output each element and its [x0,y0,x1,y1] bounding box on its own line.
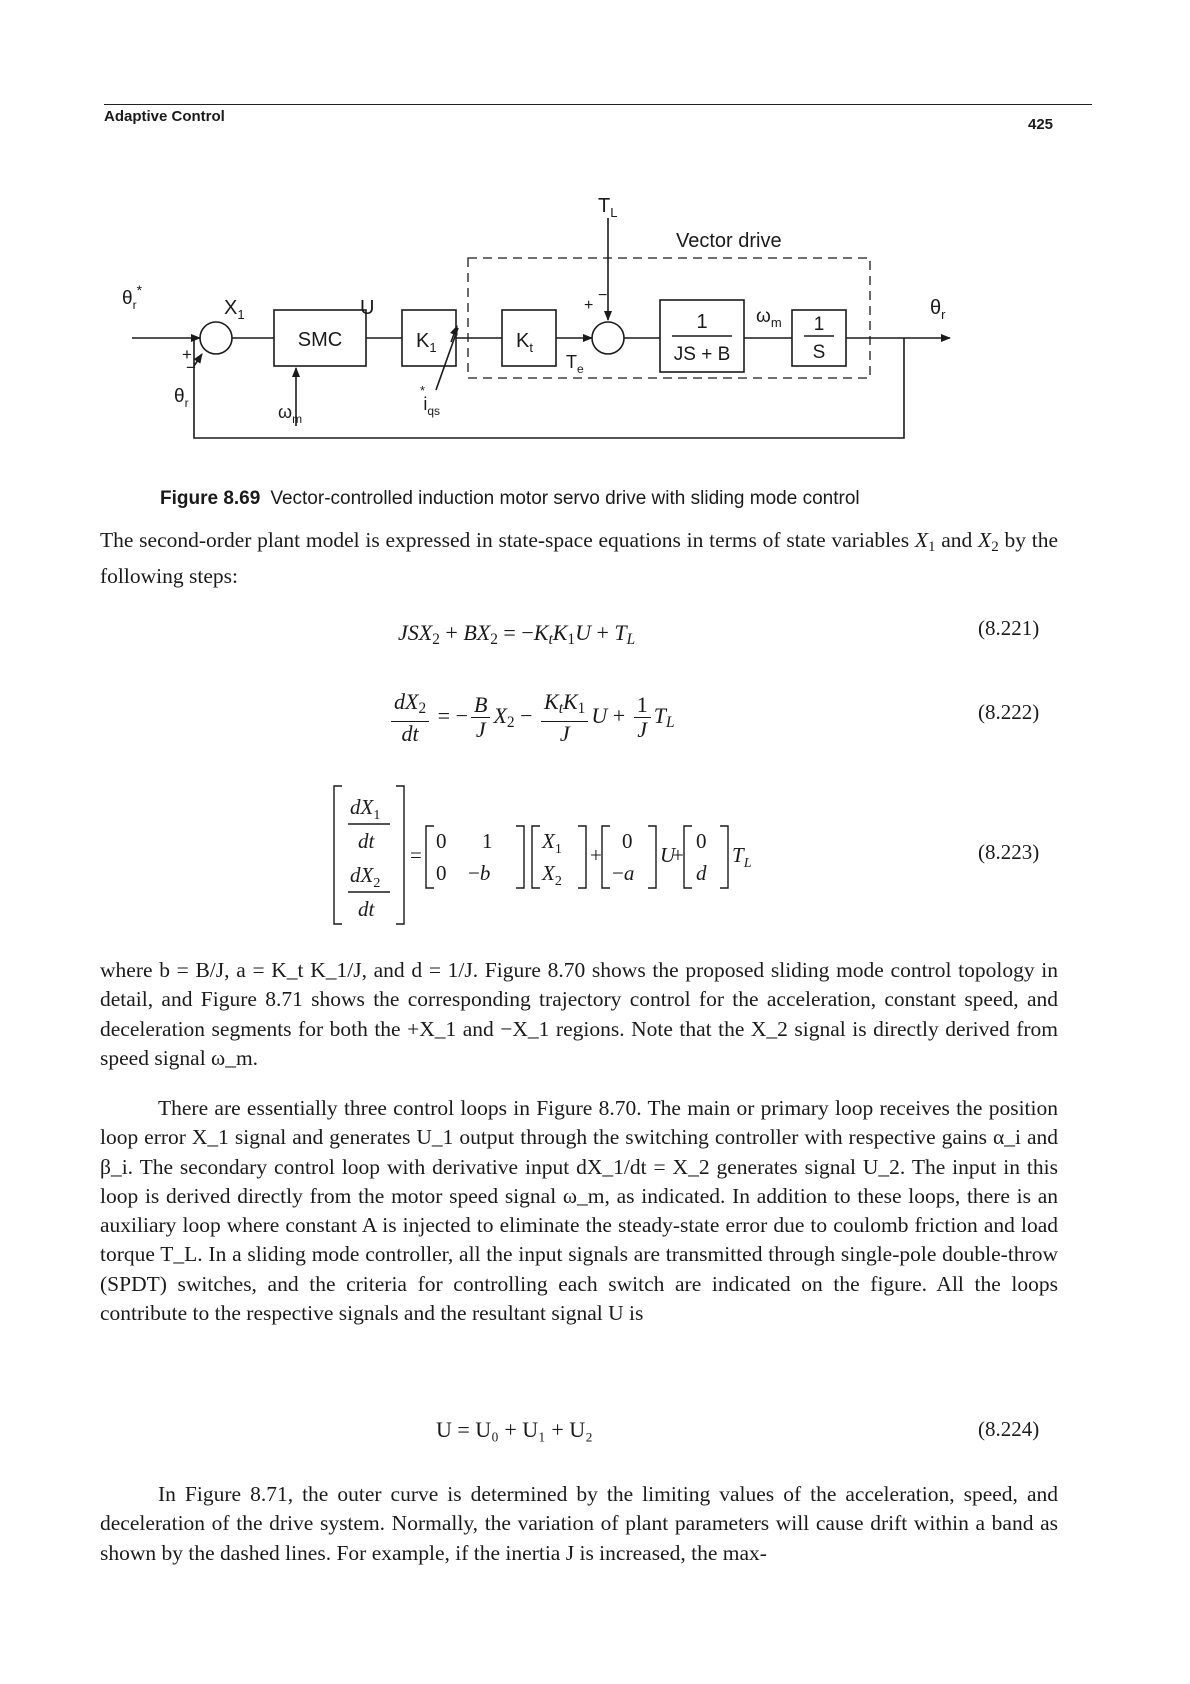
svg-text:TL: $T_L$ [732,843,752,871]
kt-label: $K_t$ [516,330,533,355]
equation-8-222: $\frac{dX_2}{dt}$ = − $\frac{B}{J}$ $X_2$ − $\frac{K_tK_1}{J}$ U + $\frac{1}{J}$ $T_L$ [388,690,675,746]
svg-text:dt: dt [358,897,375,921]
omega-in-label: $\omega_m$ [278,402,303,426]
omega-m-label: $\omega_m$ [756,306,782,330]
svg-text:−a: −a [612,861,635,885]
page-number: 425 [1028,116,1054,133]
caption-text: Vector-controlled induction motor servo drive with sliding mode control [270,488,860,509]
svg-text:+: + [672,843,684,867]
svg-text:1: 1 [482,829,493,853]
equation-number-8-222: (8.222) [978,700,1040,724]
block-diagram [120,190,1080,480]
running-title: Adaptive Control [104,108,225,125]
svg-text:0: 0 [436,829,447,853]
svg-text:U: U [660,843,676,867]
tf-denominator: JS + B [673,344,731,365]
plus-sign-1: + [182,345,192,364]
equation-8-224: U = U₀ + U₁ + U₂ [436,1417,593,1442]
theta-fb-label: $\theta_r$ [174,386,189,410]
svg-text:0: 0 [622,829,633,853]
te-label: $T_e$ [566,352,584,376]
svg-text:dX1: $dX_1$ [350,795,381,823]
paragraph-outer-curve: In Figure 8.71, the outer curve is determined by the limiting values of the acceleration, speed, and deceleration of the drive system. Normally, the variation of plant parameters will cause drift within a band as shown by the dashed lines. For example, if the inertia J is increased, the max- [100,1482,1058,1565]
vector-drive-boundary [468,258,870,378]
svg-text:−b: −b [468,861,491,885]
paragraph-where: where b = B/J, a = K_t K_1/J, and d = 1/J. Figure 8.70 shows the proposed sliding mode control topology in detail, and Figure 8.71 shows the corresponding trajectory control for the acceleration, constant speed, and deceleration segments for both the +X_1 and −X_1 regions. Note that the X_2 signal is directly derived from speed signal ω_m. [100,958,1058,1070]
tf-numerator: 1 [696,311,708,333]
minus-sign-2: − [598,287,608,304]
k1-label: $K_1$ [416,330,437,355]
svg-text:X1: $X_1$ [542,829,562,857]
x1-label: $X_1$ [224,297,245,322]
u-label: U [360,297,375,319]
header-rule [104,104,1092,105]
vector-drive-label: Vector drive [676,230,782,252]
theta-ref-label: $\theta_r^*$ [122,282,143,312]
svg-text:d: d [696,861,707,885]
svg-text:0: 0 [696,829,707,853]
equation-number-8-221: (8.221) [978,616,1040,640]
iqs-label: $i_{qs}*$ [420,383,440,418]
minus-sign-1: − [186,358,196,377]
svg-text:dX2: $dX_2$ [350,863,381,891]
svg-text:+: + [590,843,602,867]
plus-sign-2a: + [584,297,594,314]
svg-text:=: = [410,843,422,867]
svg-text:X2: $X_2$ [542,861,562,889]
paragraph-control-loops: There are essentially three control loops in Figure 8.70. The main or primary loop receives the position loop error X_1 signal and generates U_1 output through the switching controller with respective gains α_i and β_i. The secondary control loop with derivative input dX_1/dt = X_2 generates signal U_2. The input in this loop is derived directly from the motor speed signal ω_m, as indicated. In addition to these loops, there is an auxiliary loop where constant A is injected to eliminate the steady-state error due to coulomb friction and load torque T_L. In a sliding mode controller, all the input signals are transmitted through single-pole double-throw (SPDT) switches, and the criteria for controlling each switch are indicated on the figure. All the loops contribute to the respective signals and the resultant signal U is [100,1096,1058,1326]
int-denominator: S [812,342,826,363]
equation-number-8-223: (8.223) [978,840,1040,864]
tl-label: $T_L$ [598,195,618,220]
int-numerator: 1 [813,314,825,335]
svg-text:dt: dt [358,829,375,853]
figure-caption [160,488,860,510]
equation-number-8-224: (8.224) [978,1417,1040,1441]
caption-label: Figure 8.69 [160,488,261,509]
iqs-pointer-line [436,328,458,390]
equation-8-223 [330,784,770,926]
intro-paragraph: The second-order plant model is expressed in state-space equations in terms of state variables $X_1$ and $X_2$ by the following steps: [100,528,1058,589]
summing-junction-2 [592,322,624,354]
svg-text:0: 0 [436,861,447,885]
summing-junction-1 [200,322,232,354]
equation-8-221: $JSX_2 + BX_2 = -K_tK_1U + T_L$ [398,620,636,648]
smc-label: SMC [297,329,343,351]
theta-out-label: $\theta_r$ [930,297,946,322]
